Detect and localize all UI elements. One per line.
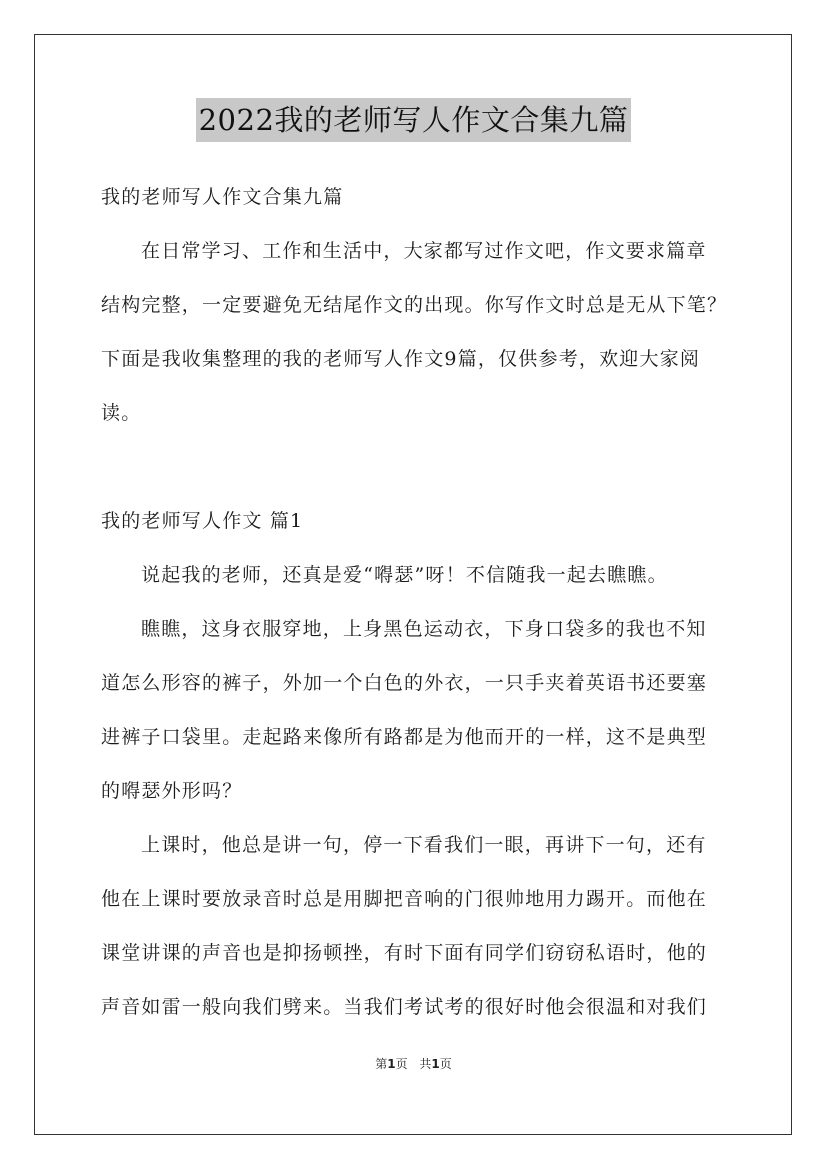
text-line: 上课时，他总是讲一句，停一下看我们一眼，再讲下一句，还有: [141, 834, 707, 856]
total-pages: 1: [431, 1057, 440, 1071]
text-line: 瞧瞧，这身衣服穿地，上身黑色运动衣，下身口袋多的我也不知: [141, 618, 707, 640]
text-line: 下面是我收集整理的我的老师写人作文9篇，仅供参考，欢迎大家阅: [101, 348, 701, 370]
page-label-prefix: 第: [375, 1057, 388, 1071]
paragraph-gap: [101, 440, 731, 494]
page-footer: [0, 1055, 827, 1072]
text-line: 在日常学习、工作和生活中，大家都写过作文吧，作文要求篇章: [141, 240, 707, 262]
document-title: 2022我的老师写人作文合集九篇: [196, 98, 632, 142]
text-line: 进裤子口袋里。走起路来像所有路都是为他而开的一样，这不是典型: [101, 726, 708, 748]
page-indicator: [375, 1057, 407, 1071]
text-line: 的嘚瑟外形吗？: [101, 780, 243, 802]
total-label-prefix: 共: [419, 1057, 432, 1071]
total-indicator: [419, 1057, 451, 1071]
title-container: [0, 98, 827, 142]
text-line: 说起我的老师，还真是爱“嘚瑟”呀！不信随我一起去瞧瞧。: [141, 564, 668, 586]
document-body: [101, 170, 731, 1034]
text-line: 道怎么形容的裤子，外加一个白色的外衣，一只手夹着英语书还要塞: [101, 672, 708, 694]
text-line: 声音如雷一般向我们劈来。当我们考试考的很好时他会很温和对我们: [101, 996, 708, 1018]
text-line: 课堂讲课的声音也是抑扬顿挫，有时下面有同学们窃窃私语时，他的: [101, 942, 708, 964]
page-label-suffix: 页: [395, 1057, 408, 1071]
text-line: 他在上课时要放录音时总是用脚把音响的门很帅地用力踢开。而他在: [101, 888, 708, 910]
text-line: 结构完整，一定要避免无结尾作文的出现。你写作文时总是无从下笔？: [101, 294, 728, 316]
text-line: 我的老师写人作文 篇1: [101, 510, 304, 532]
page-number: 1: [387, 1057, 396, 1071]
text-line: 读。: [101, 402, 142, 424]
total-label-suffix: 页: [439, 1057, 452, 1071]
text-line: 我的老师写人作文合集九篇: [101, 186, 344, 208]
